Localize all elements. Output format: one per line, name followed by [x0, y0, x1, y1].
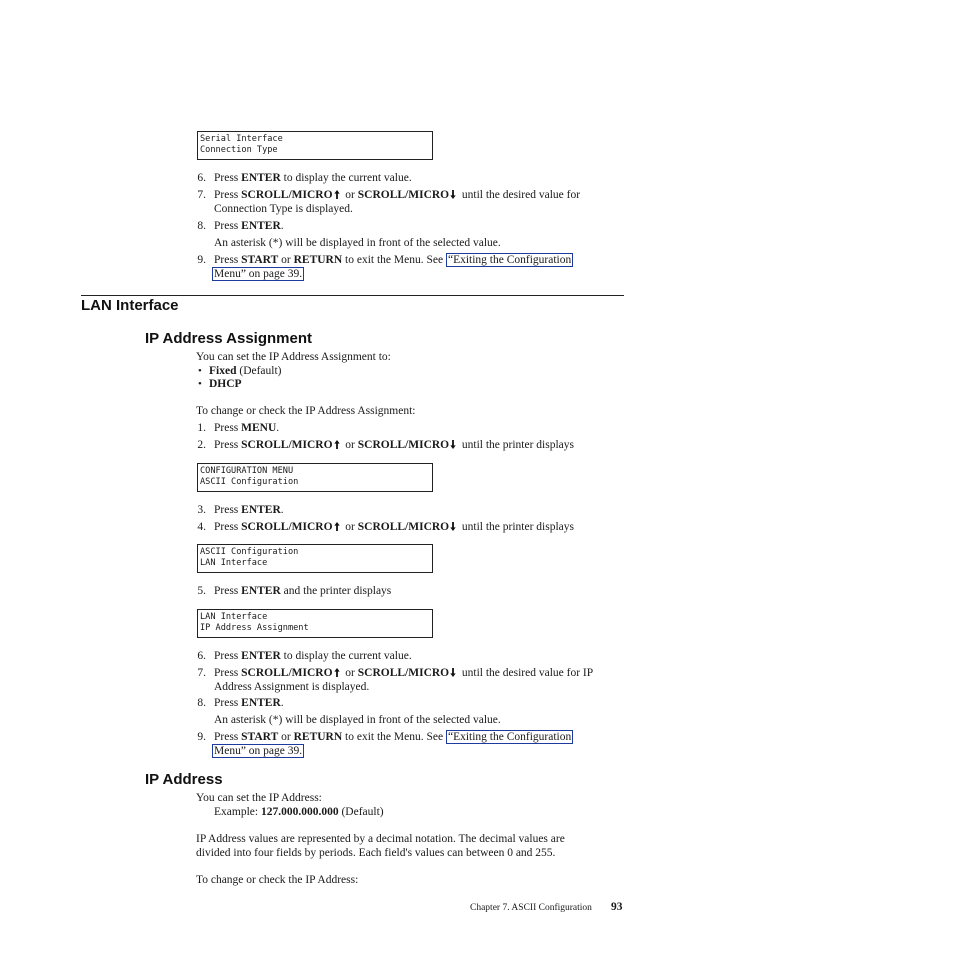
up-arrow-icon [334, 190, 340, 199]
bullet-item: DHCP [209, 378, 242, 390]
step-number: 9. [197, 254, 206, 266]
step-text-continued [212, 267, 304, 281]
printer-display [197, 463, 433, 492]
step-text-continued: Connection Type is displayed. [214, 203, 353, 215]
paragraph: divided into four fields by periods. Each field's values can between 0 and 255. [196, 847, 556, 859]
page-number: 93 [611, 901, 623, 913]
step-number: 2. [197, 439, 206, 451]
display-line-1: Serial Interface [200, 134, 283, 144]
up-arrow-icon [334, 440, 340, 449]
step-text: Press SCROLL/MICRO or SCROLL/MICRO until the printer displays [214, 439, 574, 451]
step-number: 7. [197, 667, 206, 679]
step-text: Press SCROLL/MICRO or SCROLL/MICRO until the desired value for IP [214, 667, 594, 679]
step-number: 8. [197, 697, 206, 709]
step-number: 3. [197, 504, 206, 516]
subsection-heading: IP Address Assignment [145, 330, 312, 347]
step-note: An asterisk (*) will be displayed in front of the selected value. [214, 237, 501, 249]
footer-chapter: Chapter 7. ASCII Configuration [470, 903, 592, 913]
step-text: Press ENTER to display the current value. [214, 172, 412, 184]
down-arrow-icon [450, 190, 456, 199]
step-text-continued: Address Assignment is displayed. [214, 681, 370, 693]
step-number: 9. [197, 731, 206, 743]
paragraph: IP Address values are represented by a decimal notation. The decimal values are [196, 833, 565, 845]
step-number: 1. [197, 422, 206, 434]
section-divider [81, 295, 624, 296]
paragraph: To change or check the IP Address: [196, 874, 359, 886]
step-text: Press MENU. [214, 422, 280, 434]
step-number: 8. [197, 220, 206, 232]
paragraph: You can set the IP Address: [196, 792, 322, 804]
step-text: Press ENTER. [214, 697, 284, 709]
step-text: Press ENTER and the printer displays [214, 585, 392, 597]
printer-display [197, 609, 433, 638]
display-line-2: IP Address Assignment [200, 623, 309, 633]
paragraph: To change or check the IP Address Assignment: [196, 405, 416, 417]
cross-reference-link[interactable]: Menu” on page 39. [214, 745, 303, 757]
down-arrow-icon [450, 522, 456, 531]
step-text: Press SCROLL/MICRO or SCROLL/MICRO until the printer displays [214, 521, 574, 533]
down-arrow-icon [450, 668, 456, 677]
bullet: • [198, 378, 202, 390]
display-line-1: LAN Interface [200, 612, 268, 622]
step-note: An asterisk (*) will be displayed in front of the selected value. [214, 714, 501, 726]
example-line: Example: 127.000.000.000 (Default) [214, 806, 384, 818]
step-text: Press ENTER. [214, 504, 284, 516]
display-line-2: ASCII Configuration [200, 477, 299, 487]
printer-display [197, 131, 433, 160]
up-arrow-icon [334, 668, 340, 677]
step-text: Press ENTER to display the current value. [214, 650, 412, 662]
step-number: 4. [197, 521, 206, 533]
step-text: Press START or RETURN to exit the Menu. See “Exiting the Configuration [214, 254, 572, 266]
display-line-2: Connection Type [200, 145, 278, 155]
step-number: 7. [197, 189, 206, 201]
cross-reference-link[interactable]: Menu” on page 39. [214, 268, 303, 280]
step-text: Press START or RETURN to exit the Menu. See “Exiting the Configuration [214, 731, 572, 743]
subsection-heading: IP Address [145, 771, 223, 788]
down-arrow-icon [450, 440, 456, 449]
up-arrow-icon [334, 522, 340, 531]
step-text: Press SCROLL/MICRO or SCROLL/MICRO until the desired value for [214, 189, 581, 201]
display-line-1: CONFIGURATION MENU [200, 466, 294, 476]
cross-reference-link[interactable]: “Exiting the Configuration [447, 731, 572, 743]
step-number: 6. [197, 650, 206, 662]
display-line-2: LAN Interface [200, 558, 268, 568]
step-number: 5. [197, 585, 206, 597]
step-text-continued [212, 744, 304, 758]
display-line-1: ASCII Configuration [200, 547, 299, 557]
bullet-item: Fixed (Default) [209, 365, 282, 377]
section-heading: LAN Interface [81, 297, 179, 314]
paragraph: You can set the IP Address Assignment to: [196, 351, 391, 363]
cross-reference-link[interactable]: “Exiting the Configuration [447, 254, 572, 266]
bullet: • [198, 365, 202, 377]
step-number: 6. [197, 172, 206, 184]
step-text: Press ENTER. [214, 220, 284, 232]
printer-display [197, 544, 433, 573]
